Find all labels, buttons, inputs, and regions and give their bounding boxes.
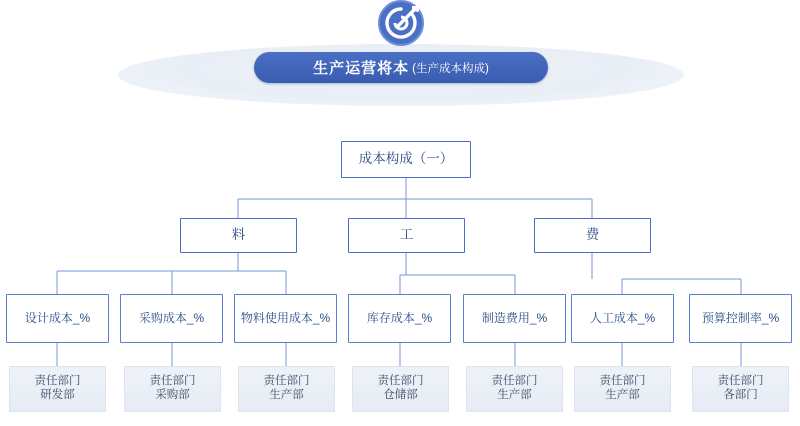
- node-cost-structure-root[interactable]: 成本构成（一）: [341, 141, 471, 178]
- owner-value: 研发部: [40, 389, 75, 401]
- node-owner-dept-all[interactable]: [692, 366, 789, 412]
- owner-label: 责任部门: [717, 375, 764, 388]
- node-level2-expense[interactable]: 费: [534, 218, 651, 253]
- node-labor-cost[interactable]: 人工成本_%: [571, 294, 674, 343]
- node-design-cost[interactable]: 设计成本_%: [6, 294, 109, 343]
- node-purchase-cost[interactable]: 采购成本_%: [120, 294, 223, 343]
- owner-value: 各部门: [723, 389, 758, 401]
- owner-label: 责任部门: [599, 375, 646, 388]
- node-material-usage-cost[interactable]: 物料使用成本_%: [234, 294, 337, 343]
- node-owner-dept-production-1[interactable]: [238, 366, 335, 412]
- owner-value: 采购部: [155, 389, 190, 401]
- owner-label: 责任部门: [263, 375, 310, 388]
- owner-value: 生产部: [497, 389, 532, 401]
- node-level2-material[interactable]: 料: [180, 218, 297, 253]
- node-owner-dept-purchase[interactable]: [124, 366, 221, 412]
- node-owner-dept-warehouse[interactable]: [352, 366, 449, 412]
- page-title-sub: (生产成本构成): [412, 62, 489, 75]
- page-title-main: 生产运营将本: [313, 60, 410, 77]
- node-owner-dept-production-2[interactable]: [466, 366, 563, 412]
- owner-label: 责任部门: [491, 375, 538, 388]
- owner-value: 生产部: [605, 389, 640, 401]
- owner-value: 生产部: [269, 389, 304, 401]
- node-manufacturing-expense[interactable]: 制造费用_%: [463, 294, 566, 343]
- node-budget-control-rate[interactable]: 预算控制率_%: [689, 294, 792, 343]
- node-owner-dept-rd[interactable]: [9, 366, 106, 412]
- node-level2-labor[interactable]: 工: [348, 218, 465, 253]
- owner-label: 责任部门: [149, 375, 196, 388]
- owner-label: 责任部门: [34, 375, 81, 388]
- node-owner-dept-production-3[interactable]: [574, 366, 671, 412]
- owner-label: 责任部门: [377, 375, 424, 388]
- node-inventory-cost[interactable]: 库存成本_%: [348, 294, 451, 343]
- owner-value: 仓储部: [383, 389, 418, 401]
